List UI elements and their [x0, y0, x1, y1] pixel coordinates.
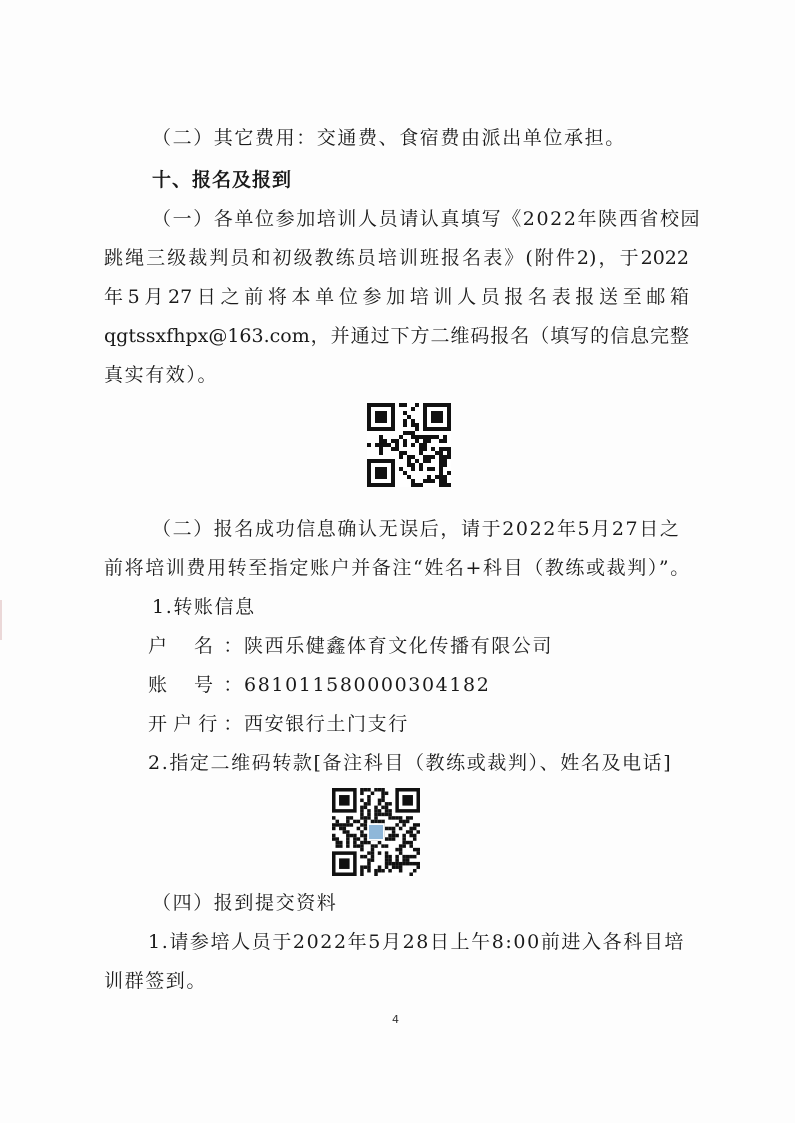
para1-line1: （一）各单位参加培训人员请认真填写《2022年陕西省校园: [152, 208, 702, 230]
transfer-info-title: 1.转账信息: [152, 596, 256, 618]
bank-row: [148, 712, 409, 736]
bank-label: 开户行：: [148, 713, 244, 735]
bank-value: 西安银行土门支行: [244, 713, 409, 735]
para2-line2: 前将培训费用转至指定账户并备注“姓名+科目（教练或裁判）”。: [104, 557, 691, 579]
section-heading-registration: 十、报名及报到: [152, 169, 293, 191]
scan-edge-mark: [0, 600, 12, 640]
para2-line1: （二）报名成功信息确认无误后，请于2022年5月27日之: [152, 518, 681, 540]
account-name-value: 陕西乐健鑫体育文化传播有限公司: [244, 635, 554, 657]
payment-qr-code[interactable]: [332, 788, 420, 876]
para4-line1: 1.请参培人员于2022年5月28日上午8:00前进入各科目培: [148, 931, 686, 953]
registration-qr-code[interactable]: [367, 403, 451, 487]
account-name-row: [148, 634, 553, 658]
account-number-value: 681011580000304182: [244, 674, 491, 696]
account-number-label: 账 号：: [148, 674, 244, 696]
para1-line4: qgtssxfhpx@163.com，并通过下方二维码报名（填写的信息完整: [104, 325, 689, 347]
qr-transfer-title: 2.指定二维码转款[备注科目（教练或裁判）、姓名及电话]: [148, 752, 673, 774]
qr-code-graphic: [367, 403, 451, 487]
page-number: 4: [392, 1013, 399, 1026]
section-check-in-materials: （四）报到提交资料: [152, 892, 338, 914]
para4-line2: 训群签到。: [104, 970, 208, 992]
account-name-label: 户 名：: [148, 635, 244, 657]
account-number-row: [148, 673, 490, 697]
para1-line5: 真实有效）。: [104, 364, 219, 386]
other-fees-line: （二）其它费用：交通费、食宿费由派出单位承担。: [152, 127, 626, 149]
para1-line3: 年5月27日之前将本单位参加培训人员报名表报送至邮箱: [104, 286, 689, 308]
para1-line2: 跳绳三级裁判员和初级教练员培训班报名表》(附件2)，于2022: [104, 247, 689, 269]
qr-code-graphic: [332, 788, 420, 876]
